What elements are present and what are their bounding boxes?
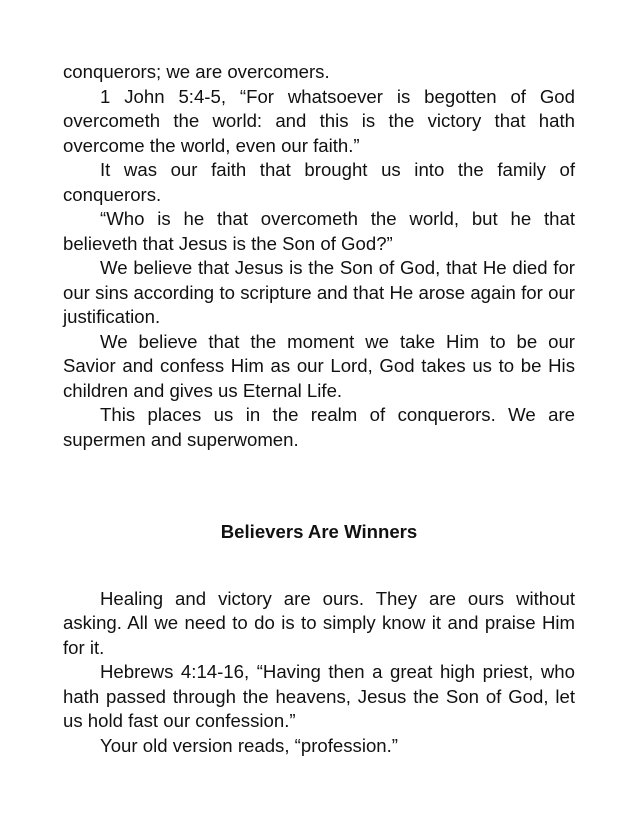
paragraph-faith-family: It was our faith that brought us into the family of conquerors. (63, 159, 575, 205)
section-heading: Believers Are Winners (220, 521, 418, 542)
paragraph-healing-victory: Healing and victory are ours. They are ours without asking. All we need to do is to simply know it and praise Him for it. (63, 587, 575, 658)
paragraph-who-overcometh: “Who is he that overcometh the world, but he that believeth that Jesus is the Son of God?” (63, 208, 575, 254)
paragraph-hebrews-quote: Hebrews 4:14-16, “Having then a great high priest, who hath passed through the heavens, Jesus the Son of God, let us hold fast our confession.” (63, 661, 575, 731)
paragraph-believe-son-of-god: We believe that Jesus is the Son of God, that He died for our sins according to scripture and that He arose again for our justification. (63, 257, 575, 327)
paragraph-continuation: conquerors; we are overcomers. (63, 61, 330, 82)
section-believers-are-winners (63, 587, 575, 759)
section-conquerors (63, 60, 575, 452)
paragraph-old-version: Your old version reads, “profession.” (100, 734, 398, 756)
paragraph-realm-of-conquerors: This places us in the realm of conquerors. We are supermen and superwomen. (63, 404, 575, 450)
paragraph-believe-savior: We believe that the moment we take Him to be our Savior and confess Him as our Lord, God takes us to be His children and gives us Eternal Life. (63, 330, 575, 401)
document-page (63, 60, 575, 758)
paragraph-1-john-quote: 1 John 5:4-5, “For whatsoever is begotten of God overcometh the world: and this is the victory that hath overcome the world, even our faith.” (63, 85, 575, 156)
